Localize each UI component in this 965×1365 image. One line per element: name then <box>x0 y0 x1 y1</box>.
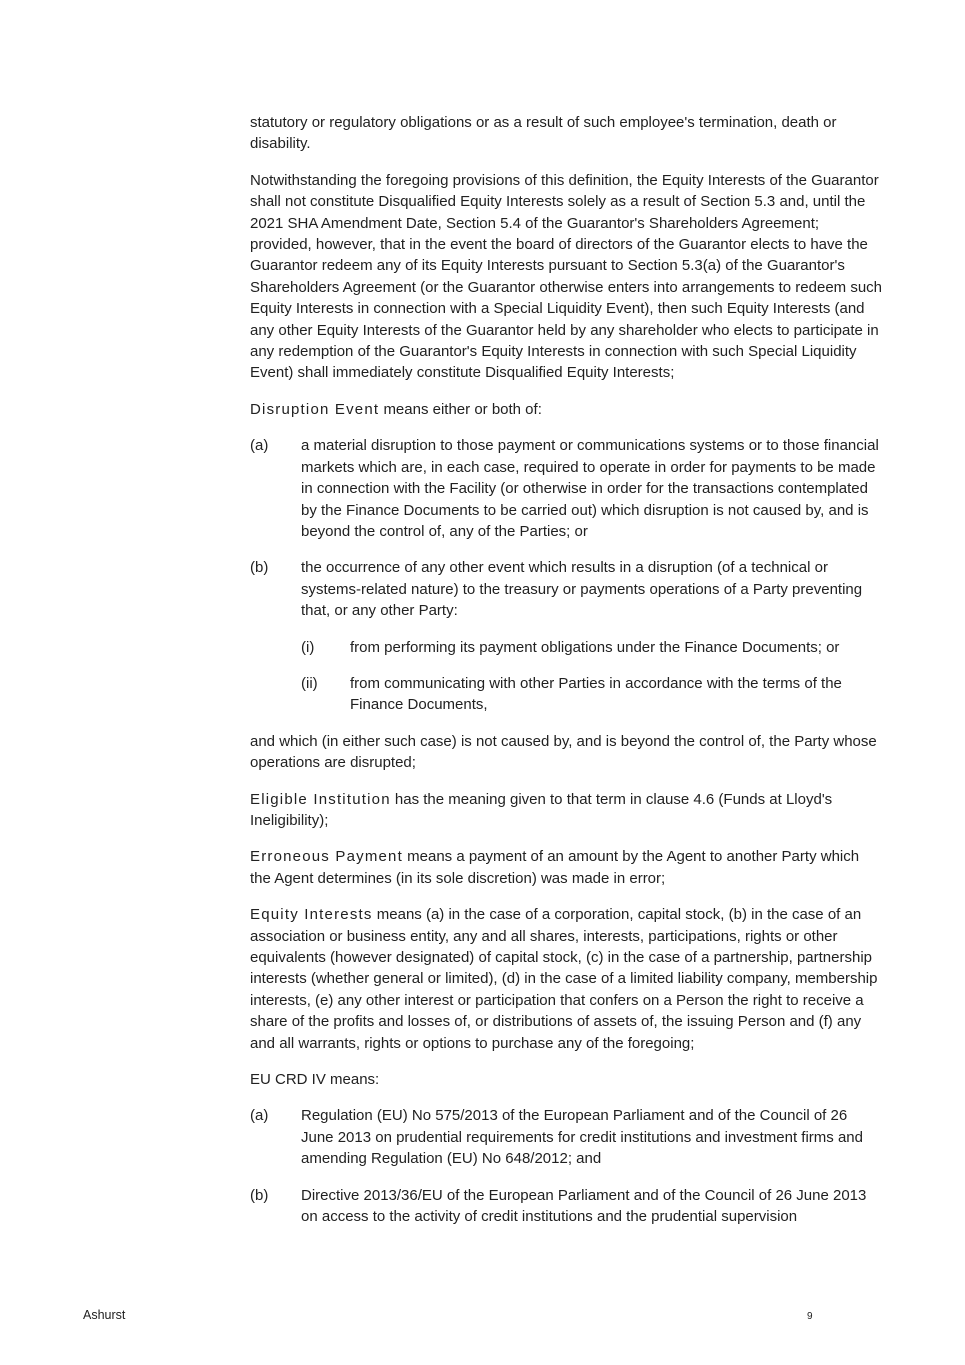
list-marker: (b) <box>250 559 269 577</box>
definition-eu-crd-iv <box>250 1069 883 1090</box>
paragraph-and-which: and which (in either such case) is not caused by, and is beyond the control of, the Party whose operations are disrupted; <box>250 732 877 772</box>
list-item-b-i <box>301 637 883 658</box>
defined-term: EU CRD IV <box>250 1071 326 1089</box>
list-item-eucrd-b <box>250 1185 883 1228</box>
definition-text: means a payment of an amount by the Agent to another Party which the Agent determines (in its sole discretion) was made in error; <box>250 848 860 887</box>
list-item-text: from communicating with other Parties in accordance with the terms of the Finance Documents, <box>350 674 842 714</box>
paragraph-continuation: statutory or regulatory obligations or as a result of such employee's termination, death or disability. <box>250 114 837 153</box>
defined-term: Equity Interests <box>250 906 373 924</box>
list-item-b-ii <box>301 673 883 716</box>
list-item-text: Directive 2013/36/EU of the European Parliament and of the Council of 26 June 2013 on access to the activity of credit institutions and the prudential supervision <box>301 1186 867 1226</box>
defined-term: Disruption Event <box>250 400 380 418</box>
list-marker: (b) <box>250 1186 269 1204</box>
definition-eligible-institution <box>250 789 883 832</box>
definition-text: means either or both of: <box>383 400 542 418</box>
definition-disruption-event <box>250 399 883 420</box>
definition-text: has the meaning given to that term in clause 4.6 (Funds at Lloyd's Ineligibility); <box>250 790 833 829</box>
list-item-text: Regulation (EU) No 575/2013 of the European Parliament and of the Council of 26 June 2013 on prudential requirements for credit institutions and investment firms and amending Regulation (EU) No 648/2012; and <box>301 1107 863 1168</box>
paragraph-notwithstanding: Notwithstanding the foregoing provisions of this definition, the Equity Interests of the Guarantor shall not constitute Disqualified Equity Interests solely as a result of Section 5.3 and, until the 2021 SHA Amendment Date, Section 5.4 of the Guarantor's Shareholders Agreement; provided, however, that in the event the board of directors of the Guarantor elects to have the Guarantor redeem any of its Equity Interests pursuant to Section 5.3(a) of the Guarantor's Shareholders Agreement (or the Guarantor otherwise enters into arrangements to redeem such Equity Interests in connection with a Special Liquidity Event), then such Equity Interests (and any other Equity Interests of the Guarantor held by any shareholder who elects to participate in any redemption of the Guarantor's Equity Interests in connection with such Special Liquidity Event) shall immediately constitute Disqualified Equity Interests; <box>250 171 883 382</box>
list-marker: (a) <box>250 437 269 455</box>
list-marker: (ii) <box>301 674 318 692</box>
definition-erroneous-payment <box>250 846 883 889</box>
defined-term: Erroneous Payment <box>250 848 403 866</box>
page-content <box>250 112 883 1242</box>
list-item-eucrd-a <box>250 1105 883 1169</box>
list-item-text: from performing its payment obligations under the Finance Documents; or <box>350 638 840 656</box>
list-item-text: the occurrence of any other event which results in a disruption (of a technical or systems-related nature) to the treasury or payments operations of a Party preventing that, or any other Party: <box>301 559 863 620</box>
page-number: 9 <box>807 1311 813 1322</box>
list-item-a <box>250 435 883 542</box>
list-item-b <box>250 557 883 621</box>
definition-text: means: <box>330 1071 380 1089</box>
list-marker: (i) <box>301 638 315 656</box>
definition-equity-interests <box>250 904 883 1054</box>
defined-term: Eligible Institution <box>250 790 391 808</box>
list-marker: (a) <box>250 1107 269 1125</box>
definition-text: means (a) in the case of a corporation, capital stock, (b) in the case of an association or business entity, any and all shares, interests, participations, rights or other equivalents (however designated) of capital stock, (c) in the case of a partnership, partnership interests (whether general or limited), (d) in the case of a limited liability company, membership interests, (e) any other interest or participation that confers on a Person the right to receive a share of the profits and losses of, or distributions of assets of, the issuing Person and (f) any and all warrants, rights or options to purchase any of the foregoing; <box>250 906 878 1052</box>
footer-brand: Ashurst <box>83 1308 126 1322</box>
list-item-text: a material disruption to those payment or communications systems or to those financial markets which are, in each case, required to operate in order for payments to be made in connection with the Facility (or otherwise in order for the transactions contemplated by the Finance Documents to be carried out) which disruption is not caused by, and is beyond the control of, any of the Parties; or <box>301 437 879 540</box>
